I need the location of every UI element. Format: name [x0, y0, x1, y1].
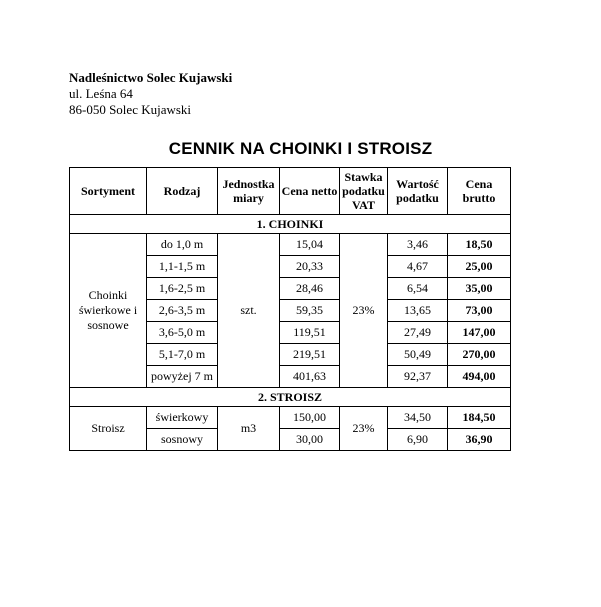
rodzaj-cell: 1,1-1,5 m	[147, 256, 218, 278]
brutto-cell: 25,00	[448, 256, 511, 278]
rodzaj-cell: do 1,0 m	[147, 234, 218, 256]
netto-cell: 119,51	[280, 322, 340, 344]
column-header: Rodzaj	[147, 168, 218, 215]
rodzaj-cell: 1,6-2,5 m	[147, 278, 218, 300]
netto-cell: 219,51	[280, 344, 340, 366]
column-header: Cena brutto	[448, 168, 511, 215]
column-header: Stawka podatku VAT	[340, 168, 388, 215]
street-address: ul. Leśna 64	[69, 86, 133, 101]
column-header: Cena netto	[280, 168, 340, 215]
brutto-cell: 494,00	[448, 366, 511, 388]
table-row	[70, 407, 511, 429]
vat-cell: 23%	[340, 234, 388, 388]
rodzaj-cell: świerkowy	[147, 407, 218, 429]
rodzaj-cell: sosnowy	[147, 429, 218, 451]
unit-cell: szt.	[218, 234, 280, 388]
city-address: 86-050 Solec Kujawski	[69, 102, 192, 117]
podatek-cell: 6,54	[388, 278, 448, 300]
brutto-cell: 18,50	[448, 234, 511, 256]
brutto-cell: 184,50	[448, 407, 511, 429]
brutto-cell: 35,00	[448, 278, 511, 300]
letterhead	[69, 70, 232, 118]
table-row	[70, 234, 511, 256]
vat-cell: 23%	[340, 407, 388, 451]
table-header-row	[70, 168, 511, 215]
column-header: Jednostka miary	[218, 168, 280, 215]
brutto-cell: 147,00	[448, 322, 511, 344]
netto-cell: 20,33	[280, 256, 340, 278]
podatek-cell: 3,46	[388, 234, 448, 256]
rodzaj-cell: powyżej 7 m	[147, 366, 218, 388]
rodzaj-cell: 2,6-3,5 m	[147, 300, 218, 322]
column-header: Sortyment	[70, 168, 147, 215]
price-table	[69, 167, 511, 451]
document-title: CENNIK NA CHOINKI I STROISZ	[168, 139, 433, 158]
section-heading-row	[70, 388, 511, 407]
rodzaj-cell: 3,6-5,0 m	[147, 322, 218, 344]
sortyment-cell: Stroisz	[70, 407, 147, 451]
rodzaj-cell: 5,1-7,0 m	[147, 344, 218, 366]
netto-cell: 59,35	[280, 300, 340, 322]
netto-cell: 401,63	[280, 366, 340, 388]
section-heading: 1. CHOINKI	[70, 215, 511, 234]
column-header: Wartość podatku	[388, 168, 448, 215]
netto-cell: 28,46	[280, 278, 340, 300]
brutto-cell: 270,00	[448, 344, 511, 366]
organization-name: Nadleśnictwo Solec Kujawski	[69, 70, 233, 85]
netto-cell: 15,04	[280, 234, 340, 256]
brutto-cell: 36,90	[448, 429, 511, 451]
section-heading-row	[70, 215, 511, 234]
podatek-cell: 27,49	[388, 322, 448, 344]
podatek-cell: 13,65	[388, 300, 448, 322]
netto-cell: 30,00	[280, 429, 340, 451]
section-heading: 2. STROISZ	[70, 388, 511, 407]
podatek-cell: 6,90	[388, 429, 448, 451]
netto-cell: 150,00	[280, 407, 340, 429]
podatek-cell: 50,49	[388, 344, 448, 366]
unit-cell: m3	[218, 407, 280, 451]
podatek-cell: 92,37	[388, 366, 448, 388]
podatek-cell: 4,67	[388, 256, 448, 278]
sortyment-cell: Choinki świerkowe i sosnowe	[70, 234, 147, 388]
brutto-cell: 73,00	[448, 300, 511, 322]
podatek-cell: 34,50	[388, 407, 448, 429]
